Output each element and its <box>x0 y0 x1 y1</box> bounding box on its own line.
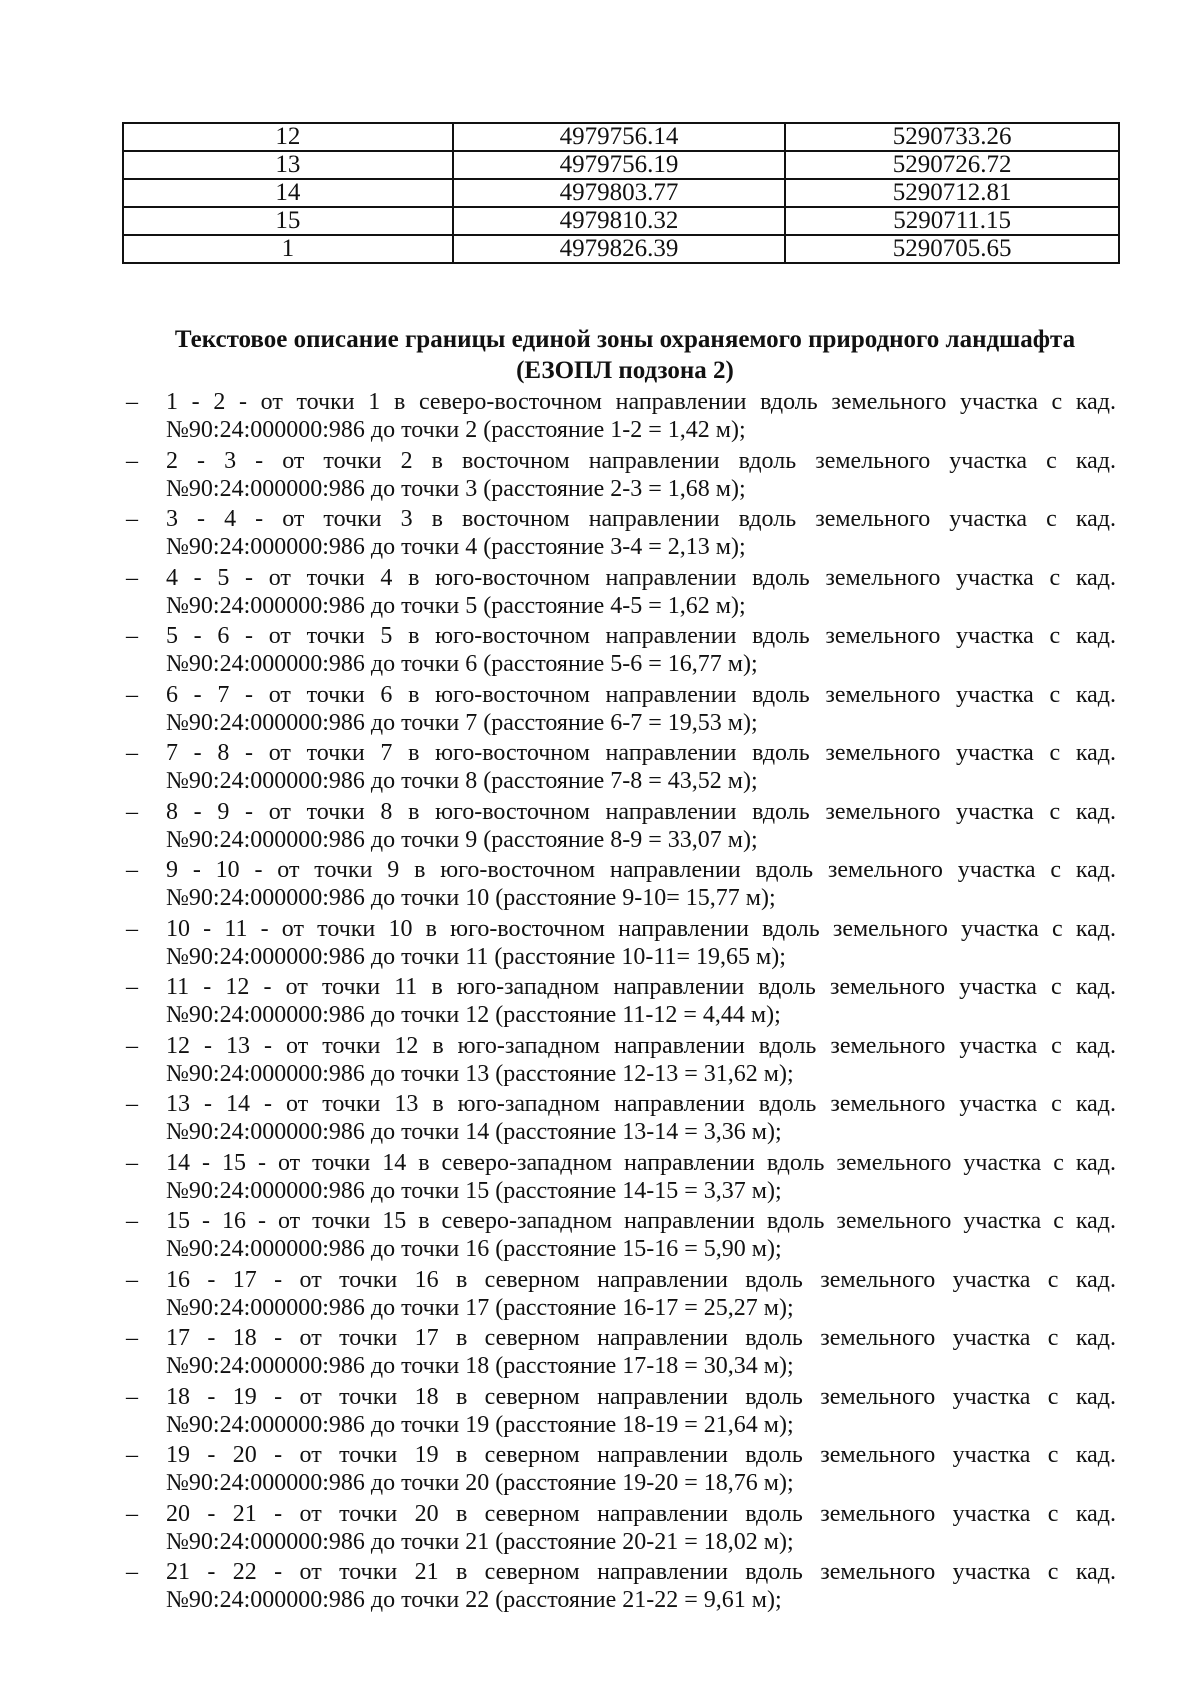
list-item <box>126 798 1116 854</box>
segment-description-line2: №90:24:000000:986 до точки 15 (расстояние 14-15 = 3,37 м); <box>166 1177 782 1204</box>
list-item <box>126 1149 1116 1205</box>
point-number-cell: 14 <box>123 179 453 207</box>
list-bullet: – <box>126 974 138 1000</box>
table-row <box>123 235 1119 263</box>
list-bullet: – <box>126 1559 138 1585</box>
x-coordinate-cell: 4979826.39 <box>453 235 786 263</box>
list-bullet: – <box>126 564 138 591</box>
segment-description-line2: №90:24:000000:986 до точки 6 (расстояние 5-6 = 16,77 м); <box>166 651 758 677</box>
segment-description-line2: №90:24:000000:986 до точки 22 (расстояние 21-22 = 9,61 м); <box>166 1587 782 1613</box>
segment-description-line2: №90:24:000000:986 до точки 10 (расстояние 9-10= 15,77 м); <box>166 885 776 911</box>
y-coordinate-cell: 5290726.72 <box>785 151 1119 179</box>
list-bullet: – <box>126 447 138 474</box>
segment-description-line1: 6 - 7 - от точки 6 в юго-восточном направлении вдоль земельного участка с кад. <box>166 681 1116 708</box>
x-coordinate-cell: 4979756.19 <box>453 151 786 179</box>
segment-description-line1: 11 - 12 - от точки 11 в юго-западном направлении вдоль земельного участка с кад. <box>166 974 1116 1000</box>
list-bullet: – <box>126 389 138 415</box>
list-bullet: – <box>126 857 138 883</box>
list-item <box>126 915 1116 971</box>
segment-description-line2: №90:24:000000:986 до точки 11 (расстояние 10-11= 19,65 м); <box>166 943 786 970</box>
list-bullet: – <box>126 915 138 942</box>
list-bullet: – <box>126 740 138 766</box>
table-row <box>123 123 1119 151</box>
point-number-cell: 1 <box>123 235 453 263</box>
list-bullet: – <box>126 506 138 532</box>
list-item <box>126 1500 1116 1556</box>
point-number-cell: 12 <box>123 123 453 151</box>
x-coordinate-cell: 4979756.14 <box>453 123 786 151</box>
list-item <box>126 1090 1116 1146</box>
segment-description-line2: №90:24:000000:986 до точки 7 (расстояние 6-7 = 19,53 м); <box>166 709 758 736</box>
point-number-cell: 13 <box>123 151 453 179</box>
list-bullet: – <box>126 681 138 708</box>
segment-description-line2: №90:24:000000:986 до точки 19 (расстояние 18-19 = 21,64 м); <box>166 1411 794 1438</box>
list-item <box>126 388 1116 444</box>
section-title-line1: Текстовое описание границы единой зоны охраняемого природного ландшафта <box>174 326 1076 353</box>
segment-description-line1: 9 - 10 - от точки 9 в юго-восточном направлении вдоль земельного участка с кад. <box>166 857 1116 883</box>
list-bullet: – <box>126 1208 138 1234</box>
segment-description-line2: №90:24:000000:986 до точки 9 (расстояние 8-9 = 33,07 м); <box>166 826 758 853</box>
segment-description-line2: №90:24:000000:986 до точки 2 (расстояние 1-2 = 1,42 м); <box>166 417 746 443</box>
segment-description-line1: 3 - 4 - от точки 3 в восточном направлении вдоль земельного участка с кад. <box>166 506 1116 532</box>
list-item <box>126 739 1116 795</box>
list-item <box>126 1032 1116 1088</box>
segment-description-line2: №90:24:000000:986 до точки 17 (расстояние 16-17 = 25,27 м); <box>166 1294 794 1321</box>
segment-description-line1: 16 - 17 - от точки 16 в северном направлении вдоль земельного участка с кад. <box>166 1266 1116 1293</box>
segment-description-line2: №90:24:000000:986 до точки 4 (расстояние 3-4 = 2,13 м); <box>166 534 746 560</box>
list-item <box>126 564 1116 620</box>
table-row <box>123 151 1119 179</box>
list-item <box>126 505 1116 561</box>
segment-description-line2: №90:24:000000:986 до точки 16 (расстояние 15-16 = 5,90 м); <box>166 1236 782 1262</box>
list-bullet: – <box>126 1266 138 1293</box>
segment-description-line2: №90:24:000000:986 до точки 12 (расстояние 11-12 = 4,44 м); <box>166 1002 781 1028</box>
segment-description-line2: №90:24:000000:986 до точки 18 (расстояние 17-18 = 30,34 м); <box>166 1353 794 1379</box>
segment-description-line1: 13 - 14 - от точки 13 в юго-западном направлении вдоль земельного участка с кад. <box>166 1091 1116 1117</box>
segment-description-line1: 17 - 18 - от точки 17 в северном направлении вдоль земельного участка с кад. <box>166 1325 1116 1351</box>
coordinates-table-body <box>123 123 1119 263</box>
list-item <box>126 856 1116 912</box>
list-item <box>126 1324 1116 1380</box>
segment-description-line2: №90:24:000000:986 до точки 14 (расстояние 13-14 = 3,36 м); <box>166 1119 782 1145</box>
segment-description-line1: 10 - 11 - от точки 10 в юго-восточном направлении вдоль земельного участка с кад. <box>166 915 1116 942</box>
segment-description-line1: 8 - 9 - от точки 8 в юго-восточном направлении вдоль земельного участка с кад. <box>166 798 1116 825</box>
list-item <box>126 681 1116 737</box>
list-bullet: – <box>126 1383 138 1410</box>
coordinates-table <box>122 122 1120 264</box>
segment-description-line1: 14 - 15 - от точки 14 в северо-западном направлении вдоль земельного участка с кад. <box>166 1149 1116 1176</box>
segment-description-line1: 2 - 3 - от точки 2 в восточном направлении вдоль земельного участка с кад. <box>166 447 1116 474</box>
list-bullet: – <box>126 798 138 825</box>
segment-description-line2: №90:24:000000:986 до точки 8 (расстояние 7-8 = 43,52 м); <box>166 768 758 794</box>
y-coordinate-cell: 5290712.81 <box>785 179 1119 207</box>
list-item <box>126 1558 1116 1614</box>
section-title-line2: (ЕЗОПЛ подзона 2) <box>516 357 734 384</box>
segment-description-line1: 20 - 21 - от точки 20 в северном направлении вдоль земельного участка с кад. <box>166 1500 1116 1527</box>
table-row <box>123 207 1119 235</box>
x-coordinate-cell: 4979803.77 <box>453 179 786 207</box>
segment-description-line1: 1 - 2 - от точки 1 в северо-восточном направлении вдоль земельного участка с кад. <box>166 389 1116 415</box>
list-item <box>126 1207 1116 1263</box>
segment-description-line1: 12 - 13 - от точки 12 в юго-западном направлении вдоль земельного участка с кад. <box>166 1032 1116 1059</box>
list-bullet: – <box>126 1442 138 1468</box>
list-bullet: – <box>126 1325 138 1351</box>
boundary-segment-list <box>126 388 1116 1617</box>
list-item <box>126 973 1116 1029</box>
segment-description-line1: 21 - 22 - от точки 21 в северном направлении вдоль земельного участка с кад. <box>166 1559 1116 1585</box>
list-bullet: – <box>126 1149 138 1176</box>
segment-description-line1: 7 - 8 - от точки 7 в юго-восточном направлении вдоль земельного участка с кад. <box>166 740 1116 766</box>
point-number-cell: 15 <box>123 207 453 235</box>
list-bullet: – <box>126 1091 138 1117</box>
segment-description-line1: 15 - 16 - от точки 15 в северо-западном направлении вдоль земельного участка с кад. <box>166 1208 1116 1234</box>
list-bullet: – <box>126 1500 138 1527</box>
y-coordinate-cell: 5290705.65 <box>785 235 1119 263</box>
segment-description-line2: №90:24:000000:986 до точки 20 (расстояние 19-20 = 18,76 м); <box>166 1470 794 1496</box>
section-title <box>150 324 1100 386</box>
y-coordinate-cell: 5290711.15 <box>785 207 1119 235</box>
segment-description-line1: 19 - 20 - от точки 19 в северном направлении вдоль земельного участка с кад. <box>166 1442 1116 1468</box>
list-item <box>126 1383 1116 1439</box>
list-item <box>126 447 1116 503</box>
segment-description-line2: №90:24:000000:986 до точки 21 (расстояние 20-21 = 18,02 м); <box>166 1528 794 1555</box>
segment-description-line2: №90:24:000000:986 до точки 3 (расстояние 2-3 = 1,68 м); <box>166 475 746 502</box>
segment-description-line1: 5 - 6 - от точки 5 в юго-восточном направлении вдоль земельного участка с кад. <box>166 623 1116 649</box>
list-item <box>126 622 1116 678</box>
list-item <box>126 1266 1116 1322</box>
list-bullet: – <box>126 623 138 649</box>
y-coordinate-cell: 5290733.26 <box>785 123 1119 151</box>
list-item <box>126 1441 1116 1497</box>
segment-description-line1: 18 - 19 - от точки 18 в северном направлении вдоль земельного участка с кад. <box>166 1383 1116 1410</box>
table-row <box>123 179 1119 207</box>
segment-description-line2: №90:24:000000:986 до точки 13 (расстояние 12-13 = 31,62 м); <box>166 1060 794 1087</box>
segment-description-line1: 4 - 5 - от точки 4 в юго-восточном направлении вдоль земельного участка с кад. <box>166 564 1116 591</box>
x-coordinate-cell: 4979810.32 <box>453 207 786 235</box>
segment-description-line2: №90:24:000000:986 до точки 5 (расстояние 4-5 = 1,62 м); <box>166 592 746 619</box>
list-bullet: – <box>126 1032 138 1059</box>
